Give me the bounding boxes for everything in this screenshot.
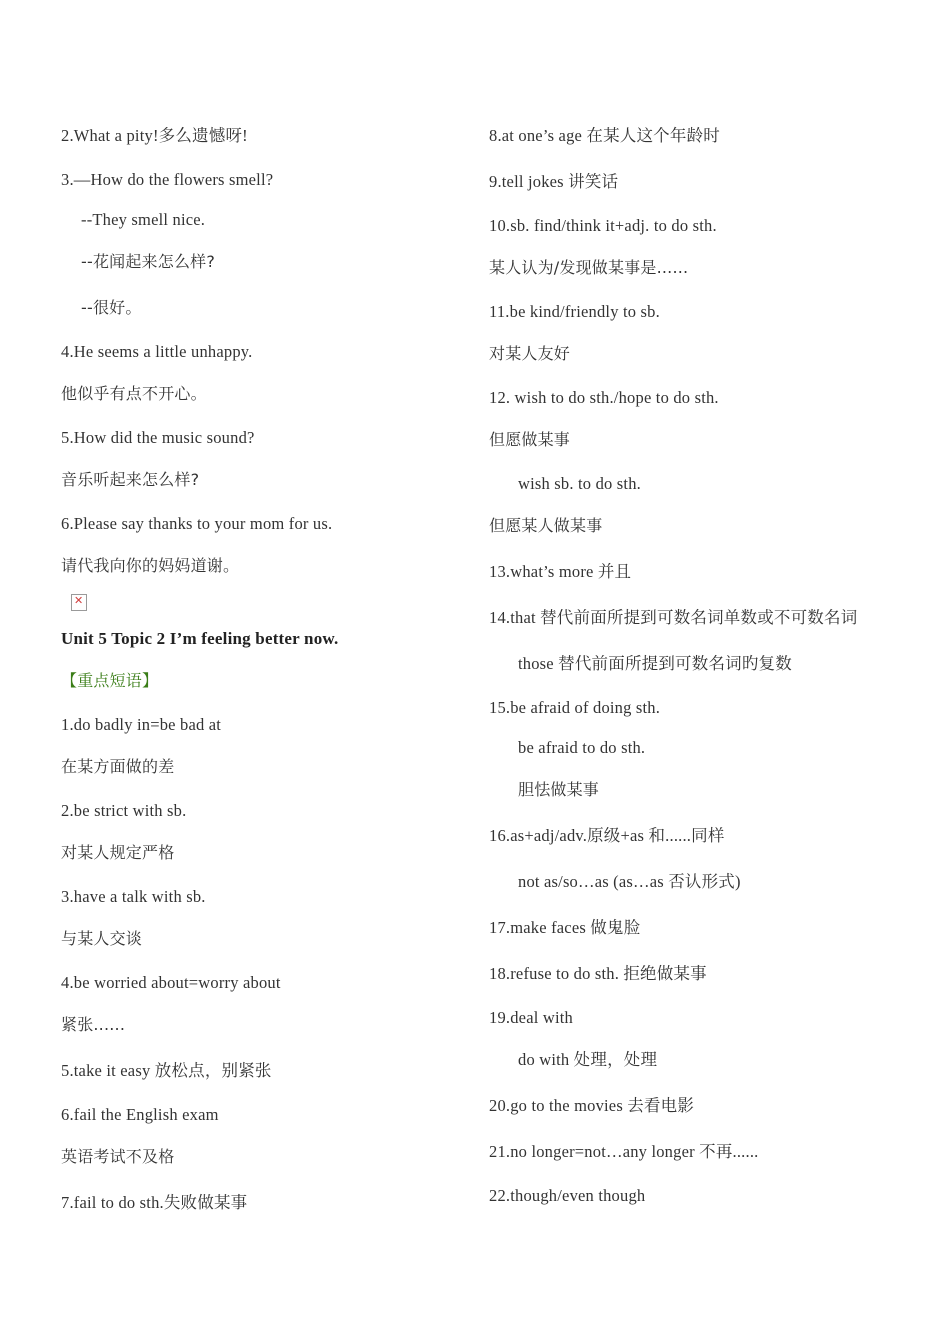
sentence-line: 5.How did the music sound? (61, 428, 255, 447)
phrase-line: 20.go to the movies 去看电影 (489, 1096, 695, 1115)
phrase-line: 5.take it easy 放松点，别紧张 (61, 1061, 272, 1080)
phrase-line: do with 处理，处理 (518, 1050, 658, 1069)
phrase-line: not as/so…as (as…as 否认形式) (518, 872, 741, 891)
phrase-line: 15.be afraid of doing sth. (489, 698, 661, 717)
sentence-translation: --很好。 (81, 298, 142, 317)
phrase-translation: 但愿做某事 (489, 430, 571, 449)
phrase-line: 1.do badly in=be bad at (61, 715, 222, 734)
phrase-line: 13.what’s more 并且 (489, 562, 632, 581)
phrase-line: 14.that 替代前面所提到可数名词单数或不可数名词 (489, 608, 858, 627)
phrase-line: 18.refuse to do sth. 拒绝做某事 (489, 964, 707, 983)
phrase-line: wish sb. to do sth. (518, 474, 641, 493)
phrase-translation: 但愿某人做某事 (489, 516, 603, 535)
phrase-translation: 英语考试不及格 (61, 1147, 175, 1166)
phrase-line: those 替代前面所提到可数名词旳复数 (518, 654, 792, 673)
phrase-line: 10.sb. find/think it+adj. to do sth. (489, 216, 717, 235)
phrase-line: 16.as+adj/adv.原级+as 和......同样 (489, 826, 725, 845)
sentence-line: 2.What a pity!多么遗憾呀! (61, 126, 248, 145)
phrase-translation: 与某人交谈 (61, 929, 143, 948)
phrase-line: 22.though/even though (489, 1186, 646, 1205)
phrase-line: 4.be worried about=worry about (61, 973, 281, 992)
section-label: 【重点短语】 (61, 671, 159, 690)
phrase-translation: 胆怯做某事 (518, 780, 600, 799)
phrase-line: 19.deal with (489, 1008, 573, 1027)
phrase-line: 3.have a talk with sb. (61, 887, 206, 906)
sentence-line: 3.—How do the flowers smell? (61, 170, 274, 189)
phrase-line: 7.fail to do sth.失败做某事 (61, 1193, 248, 1212)
phrase-translation: 紧张...... (61, 1015, 126, 1034)
sentence-translation: --花闻起来怎么样? (81, 252, 216, 271)
broken-image-icon (71, 594, 87, 611)
sentence-translation: 他似乎有点不开心。 (61, 384, 207, 403)
phrase-line: 12. wish to do sth./hope to do sth. (489, 388, 719, 407)
phrase-translation: 在某方面做的差 (61, 757, 175, 776)
phrase-line: 17.make faces 做鬼脸 (489, 918, 641, 937)
phrase-translation: 对某人友好 (489, 344, 571, 363)
phrase-line: 8.at one’s age 在某人这个年龄时 (489, 126, 720, 145)
phrase-translation: 某人认为/发现做某事是...... (489, 258, 689, 277)
phrase-translation: 对某人规定严格 (61, 843, 175, 862)
sentence-line: 6.Please say thanks to your mom for us. (61, 514, 333, 533)
phrase-line: be afraid to do sth. (518, 738, 646, 757)
sentence-line: 4.He seems a little unhappy. (61, 342, 253, 361)
sentence-line: --They smell nice. (81, 210, 206, 229)
phrase-line: 2.be strict with sb. (61, 801, 187, 820)
unit-heading: Unit 5 Topic 2 I’m feeling better now. (61, 629, 339, 648)
phrase-line: 9.tell jokes 讲笑话 (489, 172, 619, 191)
sentence-translation: 音乐听起来怎么样? (61, 470, 200, 489)
sentence-translation: 请代我向你的妈妈道谢。 (61, 556, 240, 575)
phrase-line: 6.fail the English exam (61, 1105, 219, 1124)
phrase-line: 11.be kind/friendly to sb. (489, 302, 660, 321)
phrase-line: 21.no longer=not…any longer 不再...... (489, 1142, 759, 1161)
